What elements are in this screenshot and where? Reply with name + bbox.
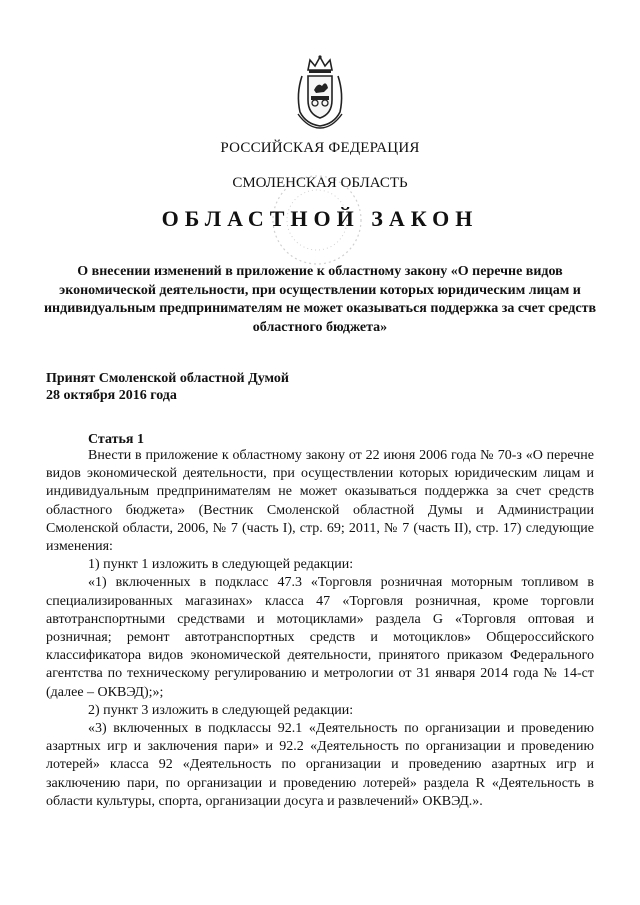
coat-of-arms-icon	[288, 54, 352, 130]
paragraph-intro: Внести в приложение к областному закону от 22 июня 2006 года № 70-з «О перечне видов экономической деятельности, при осуществлении которых юридическим лицам и индивидуальным предпринимателям не может оказываться поддержка за счет средств областного бюджета» (Вестник Смоленской областной Думы и Администрации Смоленской области, 2006, № 7 (часть I), стр. 69; 2011, № 7 (часть II), стр. 17) следующие изменения:	[46, 448, 594, 555]
region-name: СМОЛЕНСКАЯ ОБЛАСТЬ	[232, 175, 408, 191]
document-type: ОБЛАСТНОЙ ЗАКОН	[161, 206, 479, 231]
adoption-date: 28 октября 2016 года	[46, 388, 177, 403]
document-title: О внесении изменений в приложение к областному закону «О перечне видов экономической деятельности, при осуществлении которых юридическим лицам и индивидуальным предпринимателям не может оказываться поддержка за счет средств областного бюджета»	[43, 264, 597, 335]
article-body	[46, 447, 594, 811]
article-heading: Статья 1	[88, 432, 144, 447]
paragraph-item-3-text: «3) включенных в подклассы 92.1 «Деятельность по организации и проведению азартных игр и заключения пари» и 92.2 «Деятельность по организации и проведению лотерей» класса 92 «Деятельность по организации и проведению азартных игр и заключению пари, по организации и проведению лотерей» раздела R «Деятельность в области культуры, спорта, организации досуга и развлечений» ОКВЭД.».	[46, 721, 594, 809]
adoption-line-1: Принят Смоленской областной Думой	[46, 371, 289, 386]
adoption-info	[46, 370, 289, 404]
country-name: РОССИЙСКАЯ ФЕДЕРАЦИЯ	[220, 140, 420, 156]
paragraph-item-3: 2) пункт 3 изложить в следующей редакции:	[88, 702, 354, 718]
paragraph-item-1: 1) пункт 1 изложить в следующей редакции:	[88, 557, 354, 573]
paragraph-item-1-text: «1) включенных в подкласс 47.3 «Торговля розничная моторным топливом в специализированных магазинах» класса 47 «Торговля розничная, кроме торговли автотранспортными средствами и мотоциклами» раздела G «Торговля оптовая и розничная; ремонт автотранспортных средств и мотоциклов» Общероссийского классификатора видов экономической деятельности, принятого приказом Федерального агентства по техническому регулированию и метрологии от 31 января 2014 года № 14-ст (далее – ОКВЭД);»;	[46, 575, 594, 700]
